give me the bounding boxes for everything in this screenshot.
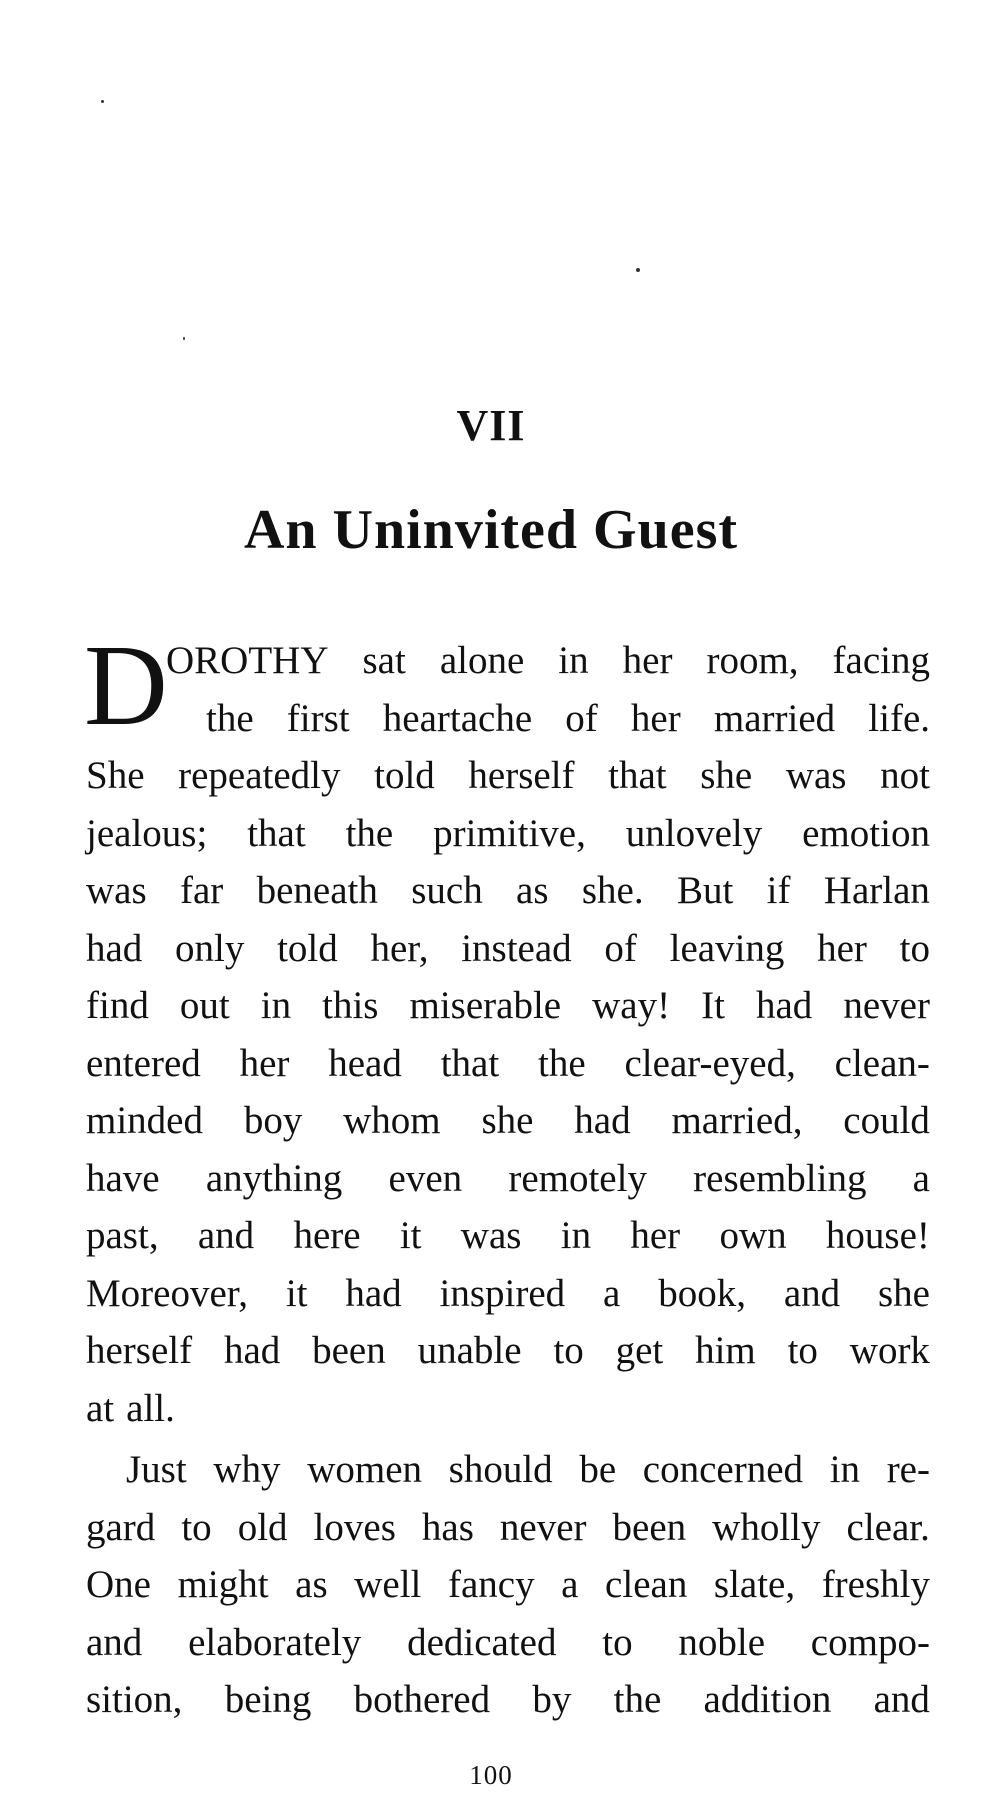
word: and — [86, 1620, 143, 1664]
word: sat — [362, 639, 406, 682]
word: have — [86, 1156, 160, 1200]
word: has — [421, 1505, 474, 1549]
chapter-number: VII — [456, 401, 526, 450]
word: to — [899, 926, 930, 970]
text-line — [86, 1035, 930, 1093]
word: to — [787, 1329, 818, 1372]
word: loves — [313, 1505, 396, 1549]
word: as — [295, 1563, 328, 1606]
word: room, — [706, 639, 799, 682]
word: her — [817, 926, 867, 970]
word: by — [532, 1678, 572, 1721]
word: not — [880, 754, 930, 797]
word: only — [175, 926, 245, 970]
word: the — [345, 811, 394, 855]
word: be — [579, 1448, 617, 1491]
word: her — [239, 1041, 290, 1085]
word: whom — [343, 1099, 441, 1142]
word: clean — [605, 1563, 688, 1606]
word: to — [181, 1505, 212, 1549]
word: why — [213, 1448, 281, 1491]
word: One — [86, 1563, 151, 1606]
word: such — [411, 869, 483, 912]
word: Just — [126, 1448, 187, 1491]
text-line — [86, 747, 930, 805]
word: alone — [439, 639, 525, 682]
word: boy — [243, 1099, 303, 1142]
word: it — [399, 1214, 422, 1257]
word: jealous; — [86, 811, 208, 855]
word: could — [843, 1099, 930, 1142]
word: slate, — [713, 1563, 796, 1606]
word: clean- — [834, 1041, 930, 1085]
word: unlovely — [625, 811, 763, 855]
word: first — [286, 696, 350, 740]
word: had — [223, 1329, 281, 1372]
text-line — [86, 1380, 930, 1438]
word: wholly — [712, 1505, 821, 1549]
text-line — [86, 690, 930, 748]
word: that — [247, 811, 306, 855]
word: past, — [86, 1214, 159, 1257]
text-line — [86, 1265, 930, 1323]
word: her — [630, 1214, 681, 1257]
word: that — [440, 1041, 500, 1085]
word: beneath — [256, 869, 378, 912]
word: had — [86, 926, 143, 970]
word: inspired — [439, 1271, 566, 1315]
word: dedicated — [407, 1620, 557, 1664]
chapter-title: An Uninvited Guest — [243, 499, 739, 561]
word: in — [560, 1214, 592, 1257]
word: But — [676, 869, 734, 912]
word: never — [499, 1505, 587, 1549]
word: told — [277, 926, 338, 970]
word: here — [293, 1214, 361, 1257]
word: even — [388, 1156, 463, 1200]
word: married — [713, 696, 836, 740]
word: she — [481, 1099, 534, 1142]
print-speck — [636, 268, 640, 272]
word: resembling — [693, 1156, 867, 1200]
word: herself — [468, 754, 575, 797]
word: get — [615, 1329, 664, 1372]
word: the — [206, 696, 254, 740]
word: clear-eyed, — [624, 1041, 796, 1085]
word: minded — [86, 1099, 203, 1142]
word: in — [260, 984, 292, 1027]
word: entered — [86, 1041, 201, 1085]
print-speck — [101, 100, 104, 103]
word: OROTHY — [166, 639, 329, 682]
word: facing — [832, 639, 930, 682]
word: the — [613, 1678, 662, 1721]
word: heartache — [382, 696, 533, 740]
word: freshly — [821, 1563, 930, 1606]
word: in — [829, 1448, 861, 1491]
word: re- — [886, 1448, 930, 1491]
word: and — [197, 1214, 255, 1257]
word: was — [785, 754, 847, 797]
word: and — [783, 1271, 841, 1315]
word: a — [912, 1156, 930, 1200]
word: unable — [417, 1329, 522, 1372]
word: women — [307, 1448, 422, 1491]
word: in — [558, 639, 589, 682]
word: life. — [868, 696, 930, 740]
word: Moreover, — [86, 1271, 248, 1315]
word: herself — [86, 1329, 193, 1372]
body-text — [84, 622, 930, 1729]
text-line — [86, 1322, 930, 1380]
print-speck — [183, 337, 185, 340]
paragraph — [84, 622, 930, 1437]
word: of — [565, 696, 598, 740]
word: to — [602, 1620, 633, 1664]
text-line — [86, 977, 930, 1035]
text-line — [86, 1092, 930, 1150]
word: this — [322, 984, 379, 1027]
word: the — [538, 1041, 586, 1085]
word: own — [719, 1214, 787, 1257]
word: anything — [205, 1156, 343, 1200]
word: should — [448, 1448, 553, 1491]
word: out — [179, 984, 230, 1027]
word: bothered — [353, 1678, 491, 1721]
word: her — [630, 696, 681, 740]
text-line — [86, 1441, 930, 1499]
word: was — [86, 869, 147, 912]
text-line — [86, 920, 930, 978]
word: sition, — [86, 1678, 183, 1721]
word: had — [345, 1271, 402, 1315]
word: she — [700, 754, 753, 797]
word: she — [878, 1271, 930, 1315]
page-number: 100 — [469, 1760, 513, 1790]
word: a — [561, 1563, 579, 1606]
word: she. — [581, 869, 644, 912]
word: and — [873, 1678, 930, 1721]
word: might — [177, 1563, 269, 1606]
text-line — [86, 632, 930, 690]
word: concerned — [642, 1448, 804, 1491]
drop-cap: D — [84, 622, 168, 750]
word: clear. — [846, 1505, 930, 1549]
word: compo- — [810, 1620, 930, 1664]
word: work — [849, 1329, 930, 1372]
word: her — [622, 639, 673, 682]
word: as — [516, 869, 549, 912]
word: head — [328, 1041, 402, 1085]
word: being — [224, 1678, 312, 1721]
word: far — [179, 869, 224, 912]
word: find — [86, 984, 149, 1027]
paragraph — [86, 1441, 930, 1729]
text-line — [86, 1207, 930, 1265]
word: She — [86, 754, 145, 797]
word: fancy — [447, 1563, 535, 1606]
text-line — [86, 1614, 930, 1672]
word: her, — [370, 926, 429, 970]
word: repeatedly — [178, 754, 341, 797]
word: remotely — [508, 1156, 647, 1200]
word: if — [766, 869, 791, 912]
word: instead — [461, 926, 572, 970]
word: was — [460, 1214, 522, 1257]
word: Harlan — [823, 869, 930, 912]
word: primitive, — [433, 811, 586, 855]
word: it — [285, 1271, 308, 1315]
word: way! — [592, 984, 671, 1027]
word: been — [612, 1505, 687, 1549]
word: book, — [658, 1271, 746, 1315]
word: all. — [126, 1386, 175, 1430]
word: had — [574, 1099, 631, 1142]
text-line — [86, 805, 930, 863]
word: house! — [825, 1214, 930, 1257]
word: him — [695, 1329, 756, 1372]
word: miserable — [409, 984, 562, 1027]
word: noble — [678, 1620, 766, 1664]
text-line — [86, 1671, 930, 1729]
word: It — [701, 984, 725, 1027]
word: elaborately — [188, 1620, 362, 1664]
text-line — [86, 1150, 930, 1208]
text-line — [86, 862, 930, 920]
word: at — [86, 1386, 115, 1430]
word: told — [374, 754, 435, 797]
text-line — [86, 1499, 930, 1557]
word: never — [843, 984, 930, 1027]
word: a — [603, 1271, 621, 1315]
word: of — [604, 926, 637, 970]
text-line — [86, 1556, 930, 1614]
word: had — [756, 984, 813, 1027]
word: addition — [703, 1678, 832, 1721]
word: gard — [86, 1505, 156, 1549]
word: leaving — [669, 926, 785, 970]
word: married, — [671, 1099, 803, 1142]
word: emotion — [802, 811, 930, 855]
word: to — [553, 1329, 584, 1372]
word: well — [354, 1563, 422, 1606]
word: old — [237, 1505, 288, 1549]
word: been — [312, 1329, 386, 1372]
word: that — [608, 754, 667, 797]
